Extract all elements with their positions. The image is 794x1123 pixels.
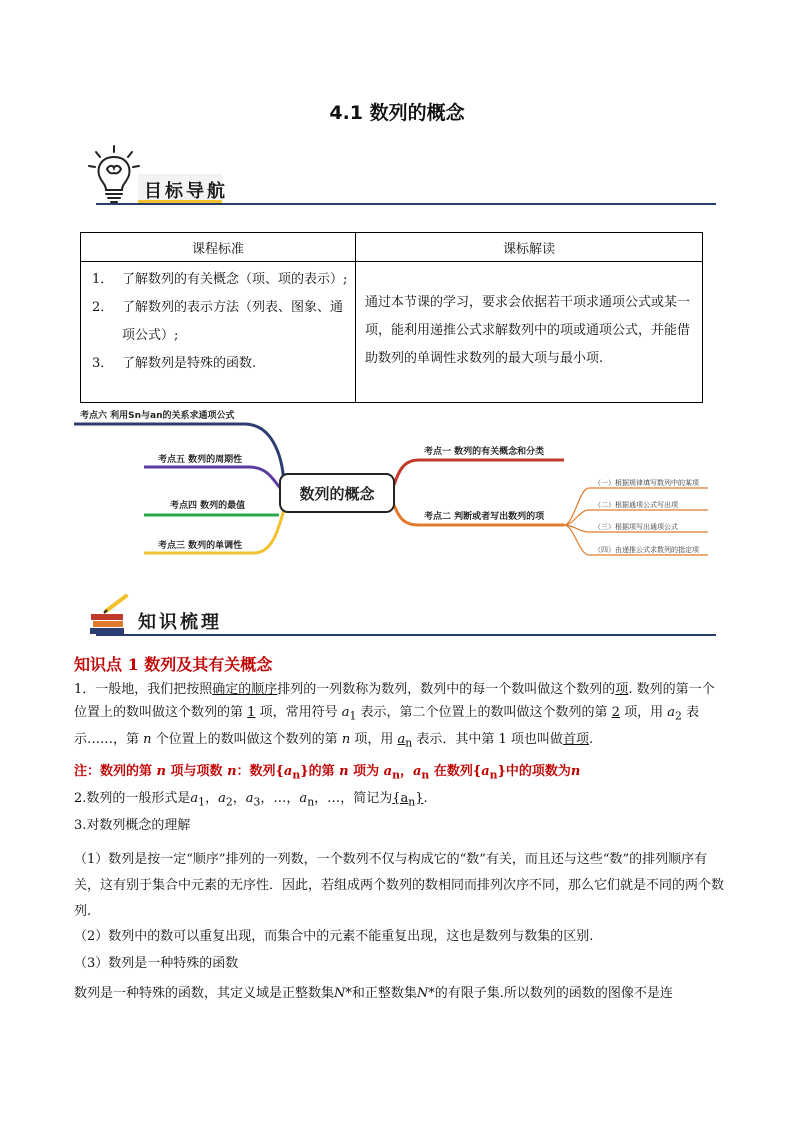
standard-item: 2． 了解数列的表示方法（列表、图象、通项公式）; bbox=[92, 300, 344, 343]
topic-3: 考点三 数列的单调性 bbox=[158, 541, 243, 551]
header-standard-interpretation: 课标解读 bbox=[356, 233, 703, 262]
subtopic-3: （三）根据项写出通项公式 bbox=[594, 523, 678, 531]
course-standards-table bbox=[80, 232, 703, 403]
topic-1: 考点一 数列的有关概念和分类 bbox=[424, 447, 545, 457]
standards-list bbox=[82, 263, 354, 380]
paragraph-repetition: （2）数列中的数可以重复出现，而集合中的元素不能重复出现，这也是数列与数集的区别. bbox=[74, 929, 594, 944]
mind-map bbox=[74, 400, 724, 576]
knowledge-point-heading: 知识点 1 数列及其有关概念 bbox=[74, 655, 273, 674]
paragraph-general-form: 2.数列的一般形式是$a_1$，$a_2$，$a_3$，…，$a_n$，…，简记为$\{a_n\}$. bbox=[74, 791, 428, 809]
center-node: 数列的概念 bbox=[299, 485, 375, 503]
subtopic-1: （一）根据规律填写数列中的某项 bbox=[594, 479, 699, 487]
topic-6: 考点六 利用Sn与an的关系求通项公式 bbox=[80, 411, 235, 421]
topic-4: 考点四 数列的最值 bbox=[170, 501, 246, 511]
header-course-standard: 课程标准 bbox=[81, 233, 356, 262]
page-title: 4.1 数列的概念 bbox=[329, 102, 465, 124]
subtopic-2: （二）根据通项公式写出项 bbox=[594, 501, 678, 509]
paragraph-definition: 1．一般地，我们把按照确定的顺序排列的一列数称为数列，数列中的每一个数叫做这个数列的项. 数列的第一个位置上的数叫做这个数列的第 1 项，常用符号 $a_1$ 表示，第二个位置上的数叫做这个数列的第 2 项，用 $a_2$ 表示……，第 n 个位置上的数叫做这个数列的第 n 项，用 $a_n$ 表示．其中第 1 项也叫做首项. bbox=[74, 682, 715, 750]
paragraph-order-matters: （1）数列是按一定“顺序”排列的一列数，一个数列不仅与构成它的“数”有关，而且还与这些“数”的排列顺序有关，这有别于集合中元素的无序性．因此，若组成两个数列的数相同而排列次序不同，那么它们就是不同的两个数列. bbox=[74, 852, 725, 919]
branch-line bbox=[394, 460, 564, 485]
books-pencil-icon bbox=[86, 594, 142, 638]
lightbulb-brain-icon bbox=[84, 144, 144, 206]
note-line: 注：数列的第 n 项与项数 n：数列$\{a_n\}$的第 n 项为 $a_n$，$a_n$ 在数列$\{a_n\}$中的项数为n bbox=[74, 764, 581, 782]
standard-item: 1． 了解数列的有关概念（项、项的表示）; bbox=[92, 272, 348, 287]
banner-knowledge-review bbox=[86, 594, 718, 640]
interpretation-cell bbox=[356, 262, 703, 403]
standards-cell bbox=[81, 262, 356, 403]
topic-2: 考点二 判断或者写出数列的项 bbox=[424, 512, 545, 522]
paragraph-domain: 数列是一种特殊的函数，其定义域是正整数集N*和正整数集N*的有限子集.所以数列的函数的图像不是连 bbox=[74, 986, 673, 1001]
topic-5: 考点五 数列的周期性 bbox=[158, 455, 243, 465]
subtopic-4: （四）由递推公式求数列的指定项 bbox=[594, 546, 699, 554]
paragraph-understanding-heading: 3.对数列概念的理解 bbox=[74, 818, 191, 833]
paragraph-special-function: （3）数列是一种特殊的函数 bbox=[74, 956, 239, 971]
standard-item: 3． 了解数列是特殊的函数. bbox=[92, 356, 257, 371]
interpretation-text: 通过本节课的学习，要求会依据若干项求通项公式或某一项，能利用递推公式求解数列中的项或通项公式，并能借助数列的单调性求数列的最大项与最小项. bbox=[365, 295, 691, 366]
banner-goal-navigation-label: 目标导航 bbox=[144, 181, 228, 202]
banner-knowledge-review-label: 知识梳理 bbox=[138, 612, 222, 633]
branch-line bbox=[144, 467, 282, 490]
banner-goal-navigation bbox=[84, 144, 718, 210]
